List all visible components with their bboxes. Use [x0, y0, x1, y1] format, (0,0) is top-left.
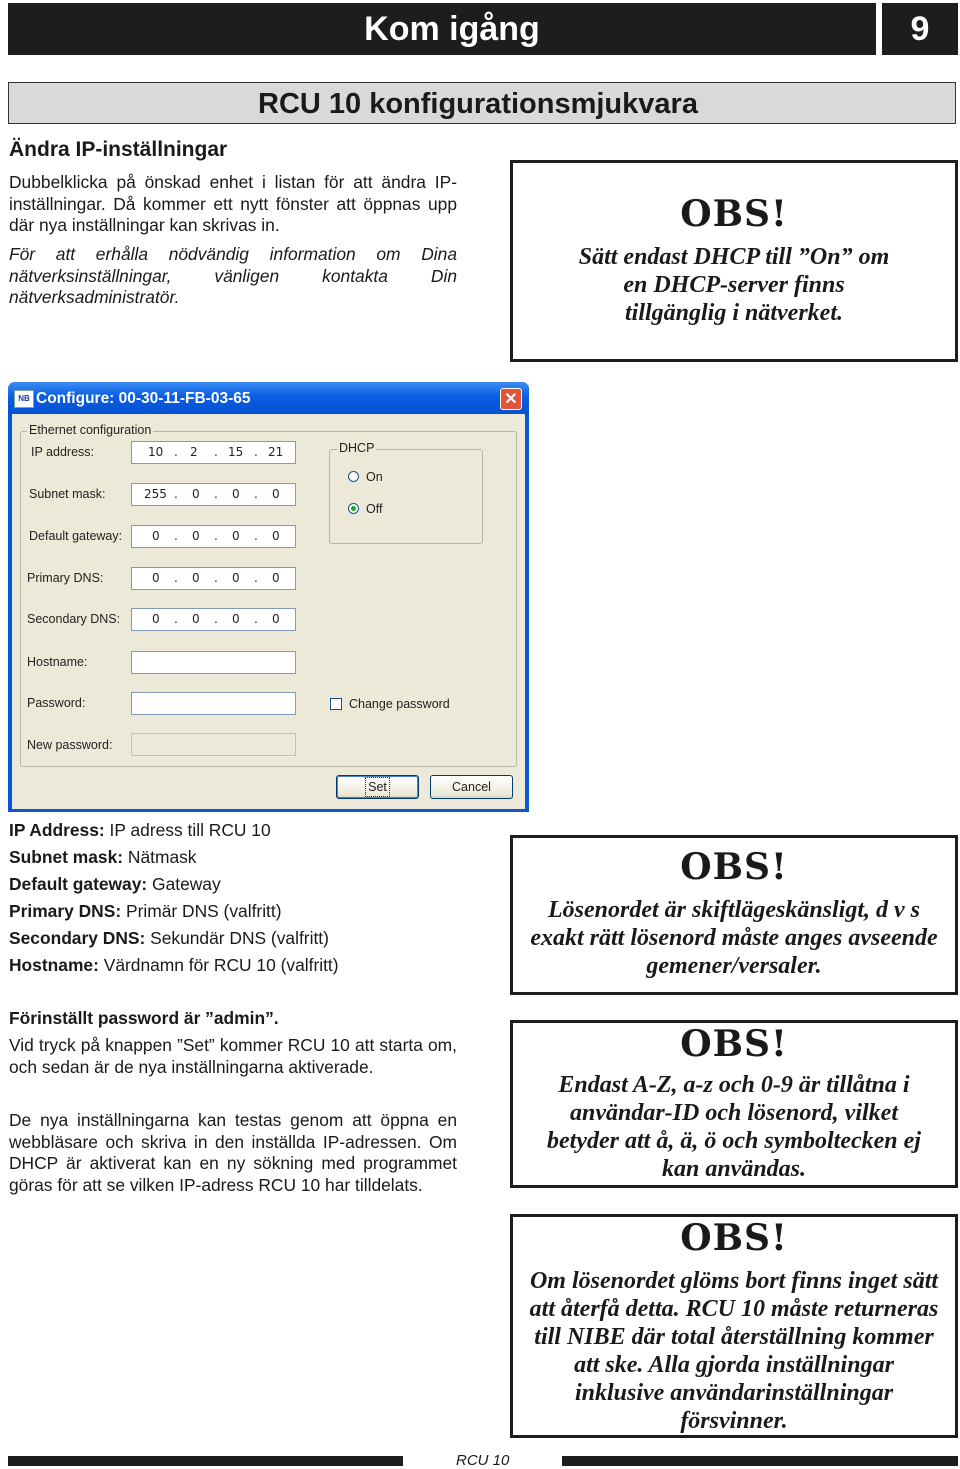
- set-note-paragraph: Vid tryck på knappen ”Set” kommer RCU 10 att starta om, och sedan är de nya inställningarna aktiverade.: [9, 1035, 457, 1077]
- octet-dot: .: [214, 529, 218, 543]
- close-icon[interactable]: ✕: [500, 388, 522, 410]
- octet-dot: .: [254, 571, 258, 585]
- obs-text: Endast A-Z, a-z och 0-9 är tillåtna i användar-ID och lösenord, vilket betyder att å, ä, ö och symboltecken ej kan användas.: [547, 1072, 921, 1182]
- octet-dot: .: [214, 445, 218, 459]
- definition-term: Default gateway:: [9, 874, 148, 894]
- set-button-label: Set: [368, 780, 387, 794]
- definition-row: [9, 901, 282, 922]
- octet: 2: [190, 445, 198, 459]
- footer-label: RCU 10: [456, 1452, 510, 1469]
- octet: 255: [144, 487, 167, 501]
- definition-desc: Nätmask: [127, 847, 197, 867]
- definition-row: [9, 874, 221, 895]
- definition-desc: Gateway: [152, 874, 221, 894]
- octet: 0: [192, 529, 200, 543]
- secondary-dns-label: Secondary DNS:: [27, 612, 121, 626]
- octet: 0: [152, 612, 160, 626]
- octet: 0: [272, 612, 280, 626]
- ip-address-label: IP address:: [31, 445, 95, 459]
- octet-dot: .: [254, 487, 258, 501]
- obs-title: OBS!: [680, 846, 788, 888]
- obs-note-allowed-chars: [510, 1020, 958, 1188]
- intro-paragraph: Dubbelklicka på önskad enhet i listan för att ändra IP-inställningar. Då kommer ett nytt fönster att öppnas upp där nya inställningar kan skrivas in.: [9, 172, 457, 235]
- hostname-input[interactable]: [131, 651, 296, 674]
- default-password-note: Förinställt password är ”admin”.: [9, 1008, 279, 1028]
- set-button[interactable]: [336, 775, 419, 799]
- definition-term: Primary DNS:: [9, 901, 122, 921]
- default-gateway-field[interactable]: [131, 525, 296, 548]
- test-note-paragraph: De nya inställningarna kan testas genom att öppna en webbläsare och skriva in den inställda IP-adressen. Om DHCP är aktiverat kan en ny sökning med programmet göras för att se vilken IP-adress RCU 10 har tilldelats.: [9, 1110, 457, 1195]
- subnet-mask-field[interactable]: [131, 483, 296, 506]
- dhcp-on-label[interactable]: On: [366, 470, 383, 484]
- obs-title: OBS!: [680, 1217, 788, 1259]
- dhcp-on-radio[interactable]: [348, 471, 359, 482]
- octet: 0: [152, 571, 160, 585]
- obs-title: OBS!: [680, 1023, 788, 1065]
- octet: 21: [268, 445, 284, 459]
- octet: 10: [148, 445, 164, 459]
- dhcp-off-label[interactable]: Off: [366, 502, 383, 516]
- obs-note-dhcp: [510, 160, 958, 362]
- subheader-title: RCU 10 konfigurationsmjukvara: [258, 88, 698, 120]
- octet-dot: .: [254, 529, 258, 543]
- section-heading: Ändra IP-inställningar: [9, 138, 228, 161]
- change-password-label[interactable]: Change password: [349, 697, 450, 711]
- obs-note-password-case: [510, 835, 958, 995]
- password-input[interactable]: [131, 692, 296, 715]
- dhcp-group: [329, 449, 483, 544]
- obs-text: Sätt endast DHCP till ”On” om en DHCP-server finns tillgänglig i nätverket.: [578, 244, 890, 326]
- obs-text: Om lösenordet glöms bort finns inget sätt att återfå detta. RCU 10 måste returneras till NIBE där total återställning kommer att ske. Alla gjorda inställningar inklusive användarinställningar försvinner.: [529, 1268, 939, 1434]
- octet: 0: [232, 571, 240, 585]
- obs-title: OBS!: [680, 193, 788, 235]
- dhcp-off-radio[interactable]: [348, 503, 359, 514]
- change-password-checkbox[interactable]: [330, 698, 342, 710]
- definition-row: [9, 928, 329, 949]
- definition-desc: Primär DNS (valfritt): [125, 901, 282, 921]
- new-password-label: New password:: [27, 738, 113, 752]
- definition-term: IP Address:: [9, 820, 105, 840]
- new-password-input[interactable]: [131, 733, 296, 756]
- footer-bar-right: [562, 1456, 958, 1466]
- octet: 0: [192, 571, 200, 585]
- obs-note-lost-password: [510, 1214, 958, 1438]
- octet-dot: .: [214, 571, 218, 585]
- octet: 0: [232, 612, 240, 626]
- definition-desc: Värdnamn för RCU 10 (valfritt): [103, 955, 339, 975]
- definition-term: Hostname:: [9, 955, 99, 975]
- octet: 0: [192, 487, 200, 501]
- octet-dot: .: [174, 445, 178, 459]
- octet-dot: .: [254, 445, 258, 459]
- octet: 0: [272, 529, 280, 543]
- octet-dot: .: [214, 487, 218, 501]
- hostname-label: Hostname:: [27, 655, 88, 669]
- definition-row: [9, 820, 271, 841]
- secondary-dns-field[interactable]: [131, 608, 296, 631]
- definition-term: Secondary DNS:: [9, 928, 146, 948]
- octet-dot: .: [174, 487, 178, 501]
- octet: 0: [272, 487, 280, 501]
- octet: 0: [192, 612, 200, 626]
- password-label: Password:: [27, 696, 86, 710]
- app-icon: NB: [14, 390, 34, 408]
- octet: 15: [228, 445, 244, 459]
- footer-bar-left: [8, 1456, 403, 1466]
- definition-row: [9, 955, 339, 976]
- subnet-mask-label: Subnet mask:: [29, 487, 106, 501]
- primary-dns-field[interactable]: [131, 567, 296, 590]
- page-title: Kom igång: [364, 10, 540, 48]
- octet: 0: [272, 571, 280, 585]
- definition-term: Subnet mask:: [9, 847, 124, 867]
- page-number: 9: [882, 3, 958, 55]
- octet-dot: .: [174, 529, 178, 543]
- definition-desc: IP adress till RCU 10: [109, 820, 271, 840]
- intro-contact-paragraph: För att erhålla nödvändig information om Dina nätverksinställningar, vänligen kontakta Din nätverksadministratör.: [9, 244, 457, 307]
- ethernet-group-label: Ethernet configuration: [29, 423, 152, 437]
- primary-dns-label: Primary DNS:: [27, 571, 104, 585]
- octet-dot: .: [174, 571, 178, 585]
- definition-row: [9, 847, 197, 868]
- cancel-button[interactable]: Cancel: [430, 775, 513, 799]
- octet: 0: [232, 529, 240, 543]
- ip-address-field[interactable]: [131, 441, 296, 464]
- octet: 0: [232, 487, 240, 501]
- octet: 0: [152, 529, 160, 543]
- octet-dot: .: [174, 612, 178, 626]
- default-gateway-label: Default gateway:: [29, 529, 123, 543]
- definition-desc: Sekundär DNS (valfritt): [150, 928, 329, 948]
- dialog-title: Configure: 00-30-11-FB-03-65: [36, 390, 251, 407]
- dhcp-group-label: DHCP: [339, 441, 375, 455]
- obs-text: Lösenordet är skiftlägeskänsligt, d v s exakt rätt lösenord måste anges avseende gemener/versaler.: [530, 897, 938, 979]
- octet-dot: .: [214, 612, 218, 626]
- octet-dot: .: [254, 612, 258, 626]
